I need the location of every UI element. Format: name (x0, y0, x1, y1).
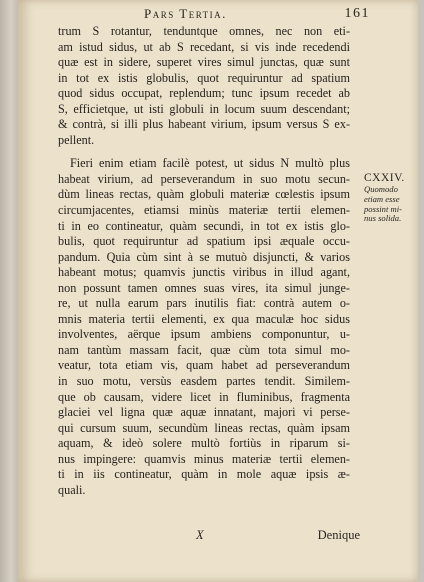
text-line: que ob causam, videre licet in fluminibus, fragmenta (58, 389, 350, 404)
signature-mark: X (196, 528, 204, 542)
sidenote-line: etiam esse (364, 193, 400, 204)
text-line: dùm lineas rectas, quàm globuli materiæ cœlestis ipsum (58, 187, 350, 202)
text-line: glaciei vel ligna quæ aquæ innatant, majori vi perse- (58, 405, 350, 420)
text-line: pandum. Quia cùm sint à se mutuò disjuncti, & varios (58, 249, 350, 264)
text-line: in suo motu, versùs easdem partes tendit. Similem- (58, 374, 350, 389)
text-line: quæ est in sidere, superet vires simul junctas, quæ sunt (58, 55, 350, 70)
text-line: veatur, tota etiam vis, quam habet ad perseverandum (58, 358, 350, 373)
sidenote-number: CXXIV. (364, 172, 405, 184)
marginal-note (364, 172, 416, 224)
text-line: Fieri enim etiam facilè potest, ut sidus N multò plus (70, 156, 350, 171)
sidenote-line: nus solida. (364, 213, 402, 224)
text-line: mnis materia tertii elementi, ex qua maculæ hoc sidus (58, 311, 350, 326)
text-line: habeat virium, ad perseverandum in suo motu secun- (58, 171, 350, 186)
text-line: ti in eo contineatur, quàm secundi, in tot ex istis glo- (58, 218, 350, 233)
text-line: am istud sidus, ut ab S recedant, si vis inde recedendi (58, 39, 350, 54)
text-line: quali. (58, 482, 86, 497)
text-line: bulis, quot requiruntur ad spatium ipsi æquale occu- (58, 234, 350, 249)
page-number: 161 (344, 6, 370, 21)
text-line: & contrà, si illi plus habeant virium, ipsum versus S ex- (58, 117, 350, 132)
book-gutter (0, 0, 18, 582)
catchword: Denique (317, 528, 360, 542)
text-line: trum S rotantur, tenduntque omnes, nec non eti- (58, 24, 350, 38)
text-line: circumjacentes, etiamsi minùs materiæ tertii elemen- (58, 203, 350, 218)
sidenote-text (364, 185, 416, 224)
sidenote-line: possint mi- (364, 203, 402, 214)
text-line: pellent. (58, 132, 95, 147)
text-line: qui cursum suum, secundùm lineas rectas, quàm ipsam (58, 420, 350, 435)
text-line: ti in iis contineatur, quàm in mole aquæ ipsis æ- (58, 467, 350, 482)
text-line: nam tantùm massam facit, quæ cùm tota simul mo- (58, 342, 350, 357)
text-line: in tot ex istis globulis, quot requiruntur ad spatium (58, 70, 350, 85)
running-title: Pars Tertia. (144, 6, 227, 21)
text-line: quod sidus occupat, replendum; tunc ipsum recedet ab (58, 86, 350, 101)
text-line: habeant motus; quamvis junctis viribus in illud agant, (58, 265, 350, 280)
text-line: involventes, aërque ipsum ambiens componuntur, u- (58, 327, 350, 342)
text-line: aquam, & ideò solere multò fortiùs in riparum si- (58, 436, 350, 451)
text-line: S, efficietque, ut isti globuli in locum suum descendant; (58, 101, 350, 116)
text-line: nus impingere: quamvis minus materiæ tertii elemen- (58, 451, 350, 466)
paragraph-gap (58, 148, 350, 156)
text-line: re, ut nulla earum pars inutilis fiat: contrà autem o- (58, 296, 350, 311)
sidenote-line: Quomodo (364, 184, 398, 194)
text-line: non possunt tamen omnes suas vires, ita simul junge- (58, 280, 350, 295)
paragraph-2 (58, 156, 350, 498)
paragraph-1 (58, 24, 350, 148)
running-header (62, 6, 370, 22)
main-text (58, 24, 350, 498)
page-footer (58, 528, 360, 544)
